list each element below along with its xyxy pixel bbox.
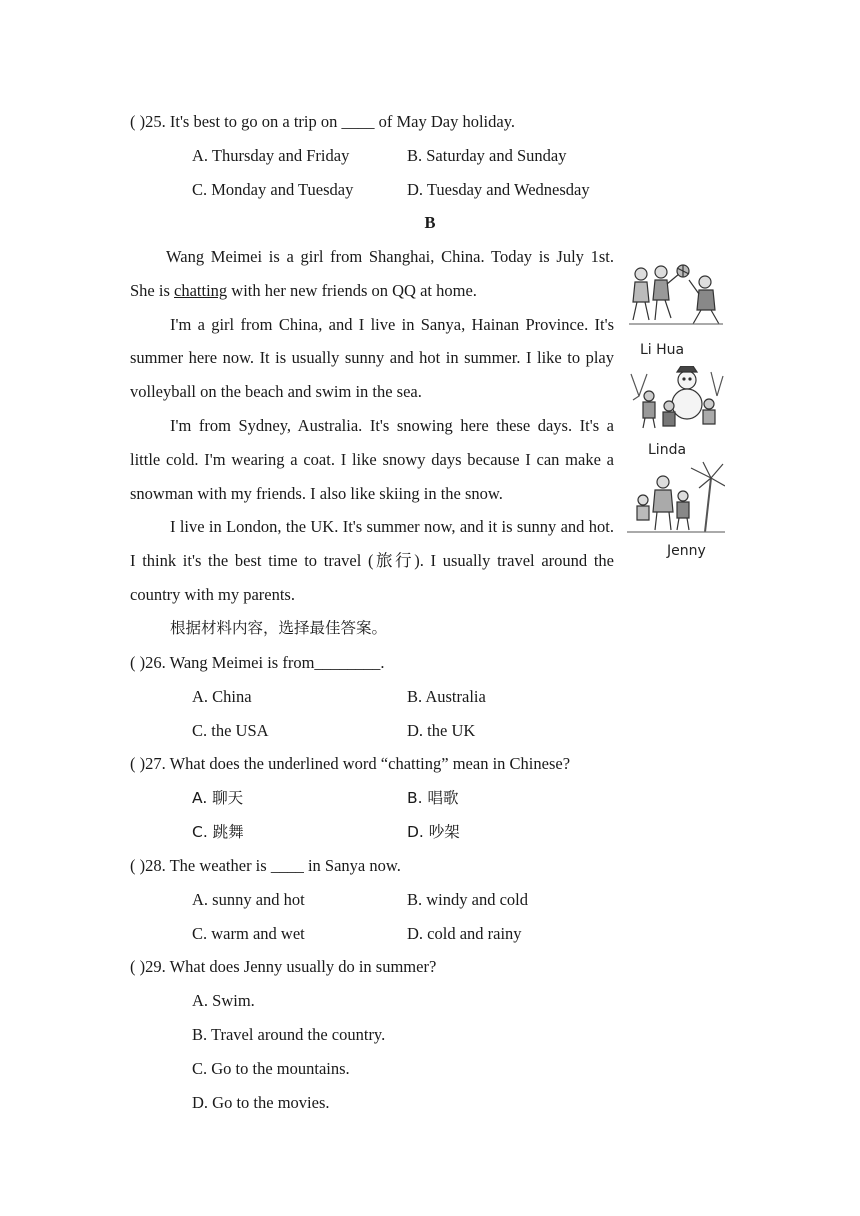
q28-stem: ( )28. The weather is ____ in Sanya now.	[130, 856, 401, 875]
q25-stem: ( )25. It's best to go on a trip on ____ of May Day holiday.	[130, 112, 516, 131]
caption-linda: Linda	[648, 442, 687, 458]
q27-option-c: C. 跳舞	[192, 823, 244, 841]
q26-option-d: D. the UK	[407, 721, 476, 740]
q28-option-d: D. cold and rainy	[407, 924, 522, 943]
q29-option-d: D. Go to the movies.	[192, 1093, 330, 1112]
q26-stem: ( )26. Wang Meimei is from________.	[130, 653, 385, 672]
caption-jenny: Jenny	[667, 543, 706, 559]
q29-stem: ( )29. What does Jenny usually do in summer?	[130, 957, 437, 976]
passage-instruction: 根据材料内容，选择最佳答案。	[170, 618, 388, 637]
q26-option-b: B. Australia	[407, 687, 486, 706]
jenny-illustration	[627, 458, 725, 536]
caption-li-hua: Li Hua	[640, 342, 685, 358]
q25-option-c: C. Monday and Tuesday	[192, 180, 354, 199]
q28-option-b: B. windy and cold	[407, 890, 528, 909]
q25-option-b: B. Saturday and Sunday	[407, 146, 567, 165]
passage-paragraph-4: I live in London, the UK. It's summer now, and it is sunny and hot. I think it's the best time to travel (旅行). I usually travel around the country with my parents.	[130, 517, 614, 604]
q25-option-a: A. Thursday and Friday	[192, 146, 350, 165]
q26-option-c: C. the USA	[192, 721, 269, 740]
q27-option-b: B. 唱歌	[407, 789, 459, 807]
q28-option-c: C. warm and wet	[192, 924, 305, 943]
passage-p1-text-b: with her new friends on QQ at home.	[227, 280, 477, 300]
q27-option-a: A. 聊天	[192, 789, 244, 807]
passage-p1-text-a: Wang Meimei is a girl from Shanghai, China. Today is July 1st. She is	[130, 247, 614, 300]
q27-option-d: D. 吵架	[407, 823, 460, 841]
underlined-word-chatting: chatting	[174, 280, 228, 300]
passage-paragraph-3: I'm from Sydney, Australia. It's snowing here these days. It's a little cold. I'm wearing a coat. I like snowy days because I can make a snowman with my friends. I also like skiing in the snow.	[130, 415, 614, 503]
q29-option-c: C. Go to the mountains.	[192, 1059, 350, 1078]
passage-paragraph-1	[130, 240, 614, 308]
li-hua-illustration	[627, 262, 725, 330]
q27-stem: ( )27. What does the underlined word “chatting” mean in Chinese?	[130, 754, 571, 773]
linda-illustration	[627, 366, 725, 434]
q26-option-a: A. China	[192, 687, 252, 706]
passage-paragraph-2: I'm a girl from China, and I live in Sanya, Hainan Province. It's summer here now. It is usually sunny and hot in summer. I like to play volleyball on the beach and swim in the sea.	[130, 314, 614, 402]
q29-option-a: A. Swim.	[192, 991, 255, 1010]
q29-option-b: B. Travel around the country.	[192, 1025, 386, 1044]
q25-option-d: D. Tuesday and Wednesday	[407, 180, 590, 199]
section-title: B	[424, 213, 436, 232]
reading-passage	[130, 240, 614, 646]
q28-option-a: A. sunny and hot	[192, 890, 305, 909]
